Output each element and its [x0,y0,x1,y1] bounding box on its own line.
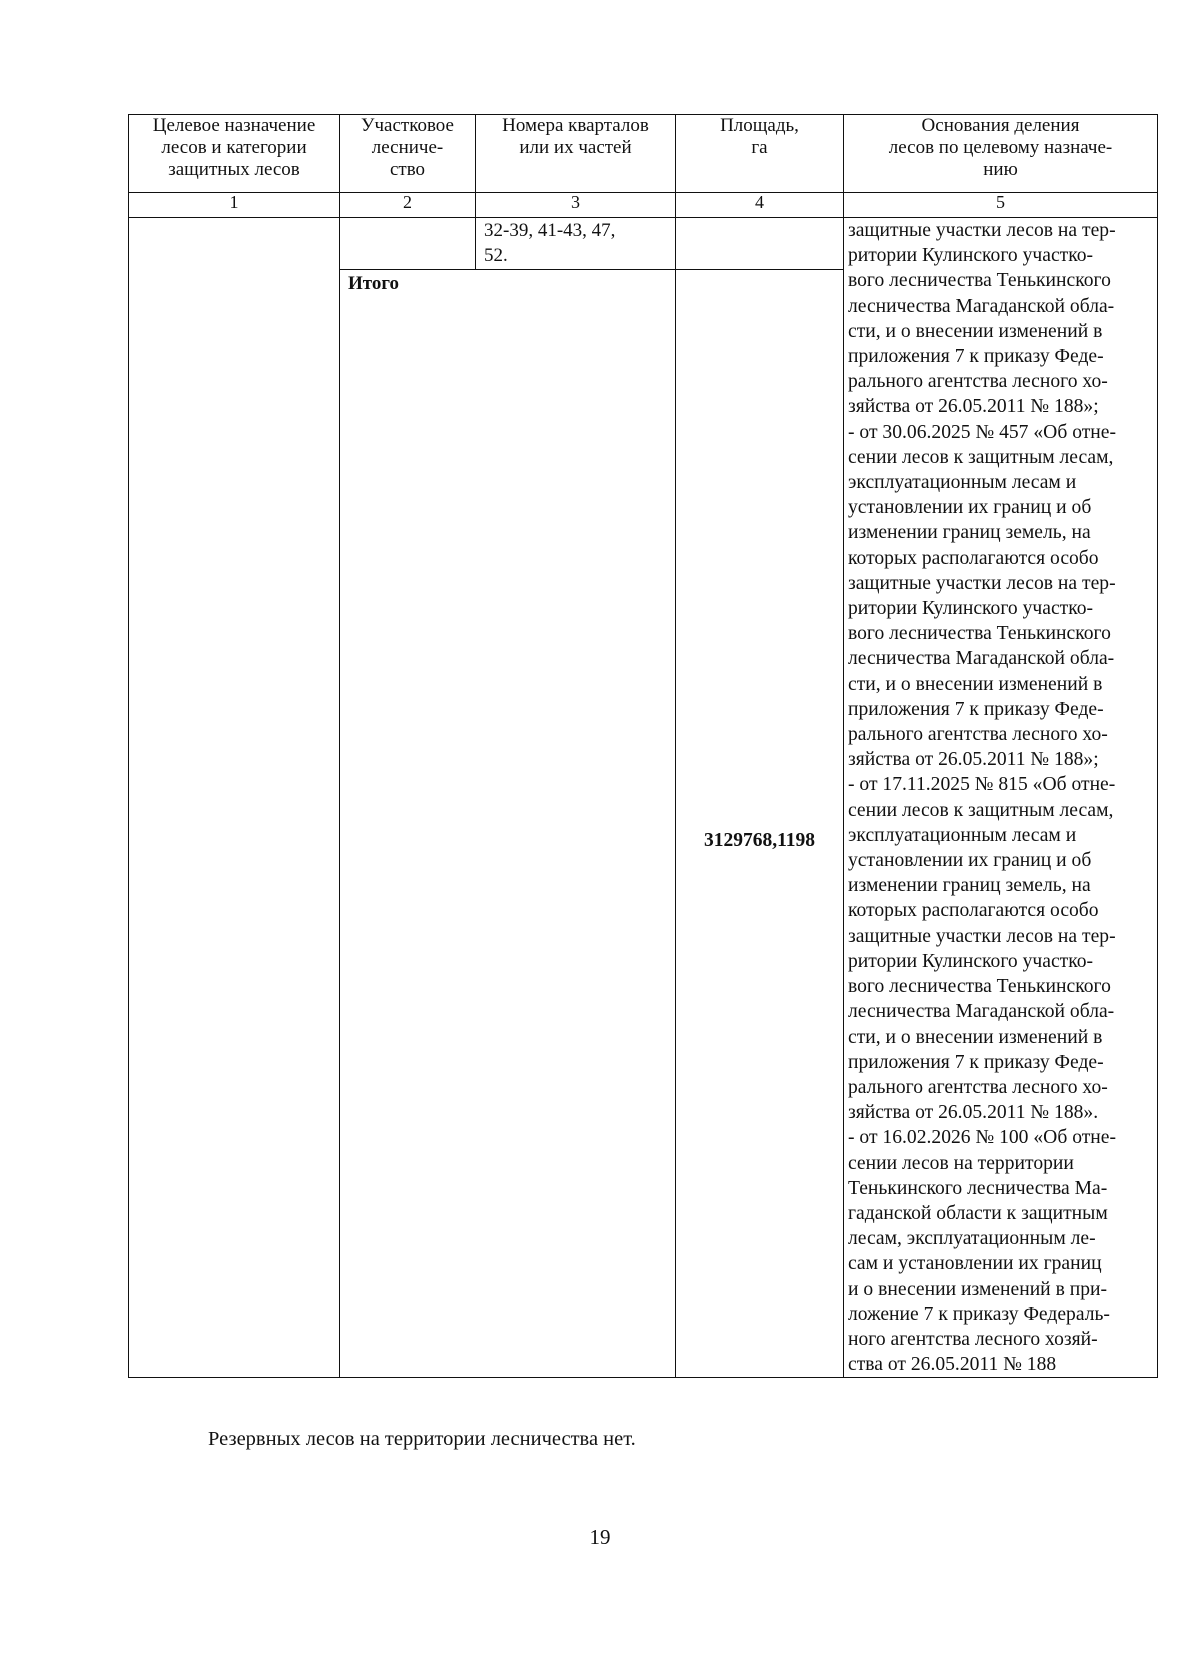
footer-note: Резервных лесов на территории лесничества нет. [208,1428,636,1450]
column-number-4: 4 [676,193,844,218]
page-number: 19 [589,1525,611,1549]
total-area-cell [676,269,844,1378]
area-cell [676,218,844,270]
column-number-3: 3 [476,193,676,218]
column-number-2: 2 [340,193,476,218]
total-area: 3129768,1198 [703,829,816,851]
header-cell-3: Номера кварталов или их частей [476,115,676,193]
column-number-1: 1 [129,193,340,218]
purpose-cell [129,218,340,1378]
table-row [129,218,1158,270]
header-cell-2: Участковое лесниче- ство [340,115,476,193]
forestry-cell [340,218,476,270]
column-number-row [129,193,1158,218]
quarters-cell [476,218,676,270]
table-header-row [129,115,1158,193]
total-label-cell [340,269,676,1378]
header-cell-5: Основания деления лесов по целевому назначе- нию [844,115,1158,193]
basis-cell [844,218,1158,1378]
basis-text: защитные участки лесов на тер- ритории Кулинского участко- вого лесничества Тенькинского лесничества Магаданской обла- сти, и о внесении изменений в приложения 7 к приказу Феде- рального агентства лесного хо- зяйства от 26.05.2011 № 188»; - от 30.06.2025 № 457 «Об отне- сении лесов к защитным лесам, эксплуатационным лесам и установлении их границ и об изменении границ земель, на которых располагаются особо защитные участки лесов на тер- ритории Кулинского участко- вого лесничества Тенькинского лесничества Магаданской обла- сти, и о внесении изменений в приложения 7 к приказу Феде- рального агентства лесного хо- зяйства от 26.05.2011 № 188»; - от 17.11.2025 № 815 «Об отне- сении лесов к защитным лесам, эксплуатационным лесам и установлении их границ и об изменении границ земель, на которых располагаются особо защитные участки лесов на тер- ритории Кулинского участко- вого лесничества Тенькинского лесничества Магаданской обла- сти, и о внесении изменений в приложения 7 к приказу Феде- рального агентства лесного хо- зяйства от 26.05.2011 № 188». - от 16.02.2026 № 100 «Об отне- сении лесов на территории Тенькинского лесничества Ма- гаданской области к защитным лесам, эксплуатационным ле- сам и установлении их границ и о внесении изменений в при- ложение 7 к приказу Федераль- ного агентства лесного хозяй- ства от 26.05.2011 № 188 [848,220,1116,1376]
total-label: Итого [348,272,400,294]
quarters-text: 32-39, 41-43, 47, 52. [484,220,616,267]
header-cell-4: Площадь, га [676,115,844,193]
column-number-5: 5 [844,193,1158,218]
forest-designation-table [128,114,1158,1378]
header-cell-1: Целевое назначение лесов и категории защитных лесов [129,115,340,193]
